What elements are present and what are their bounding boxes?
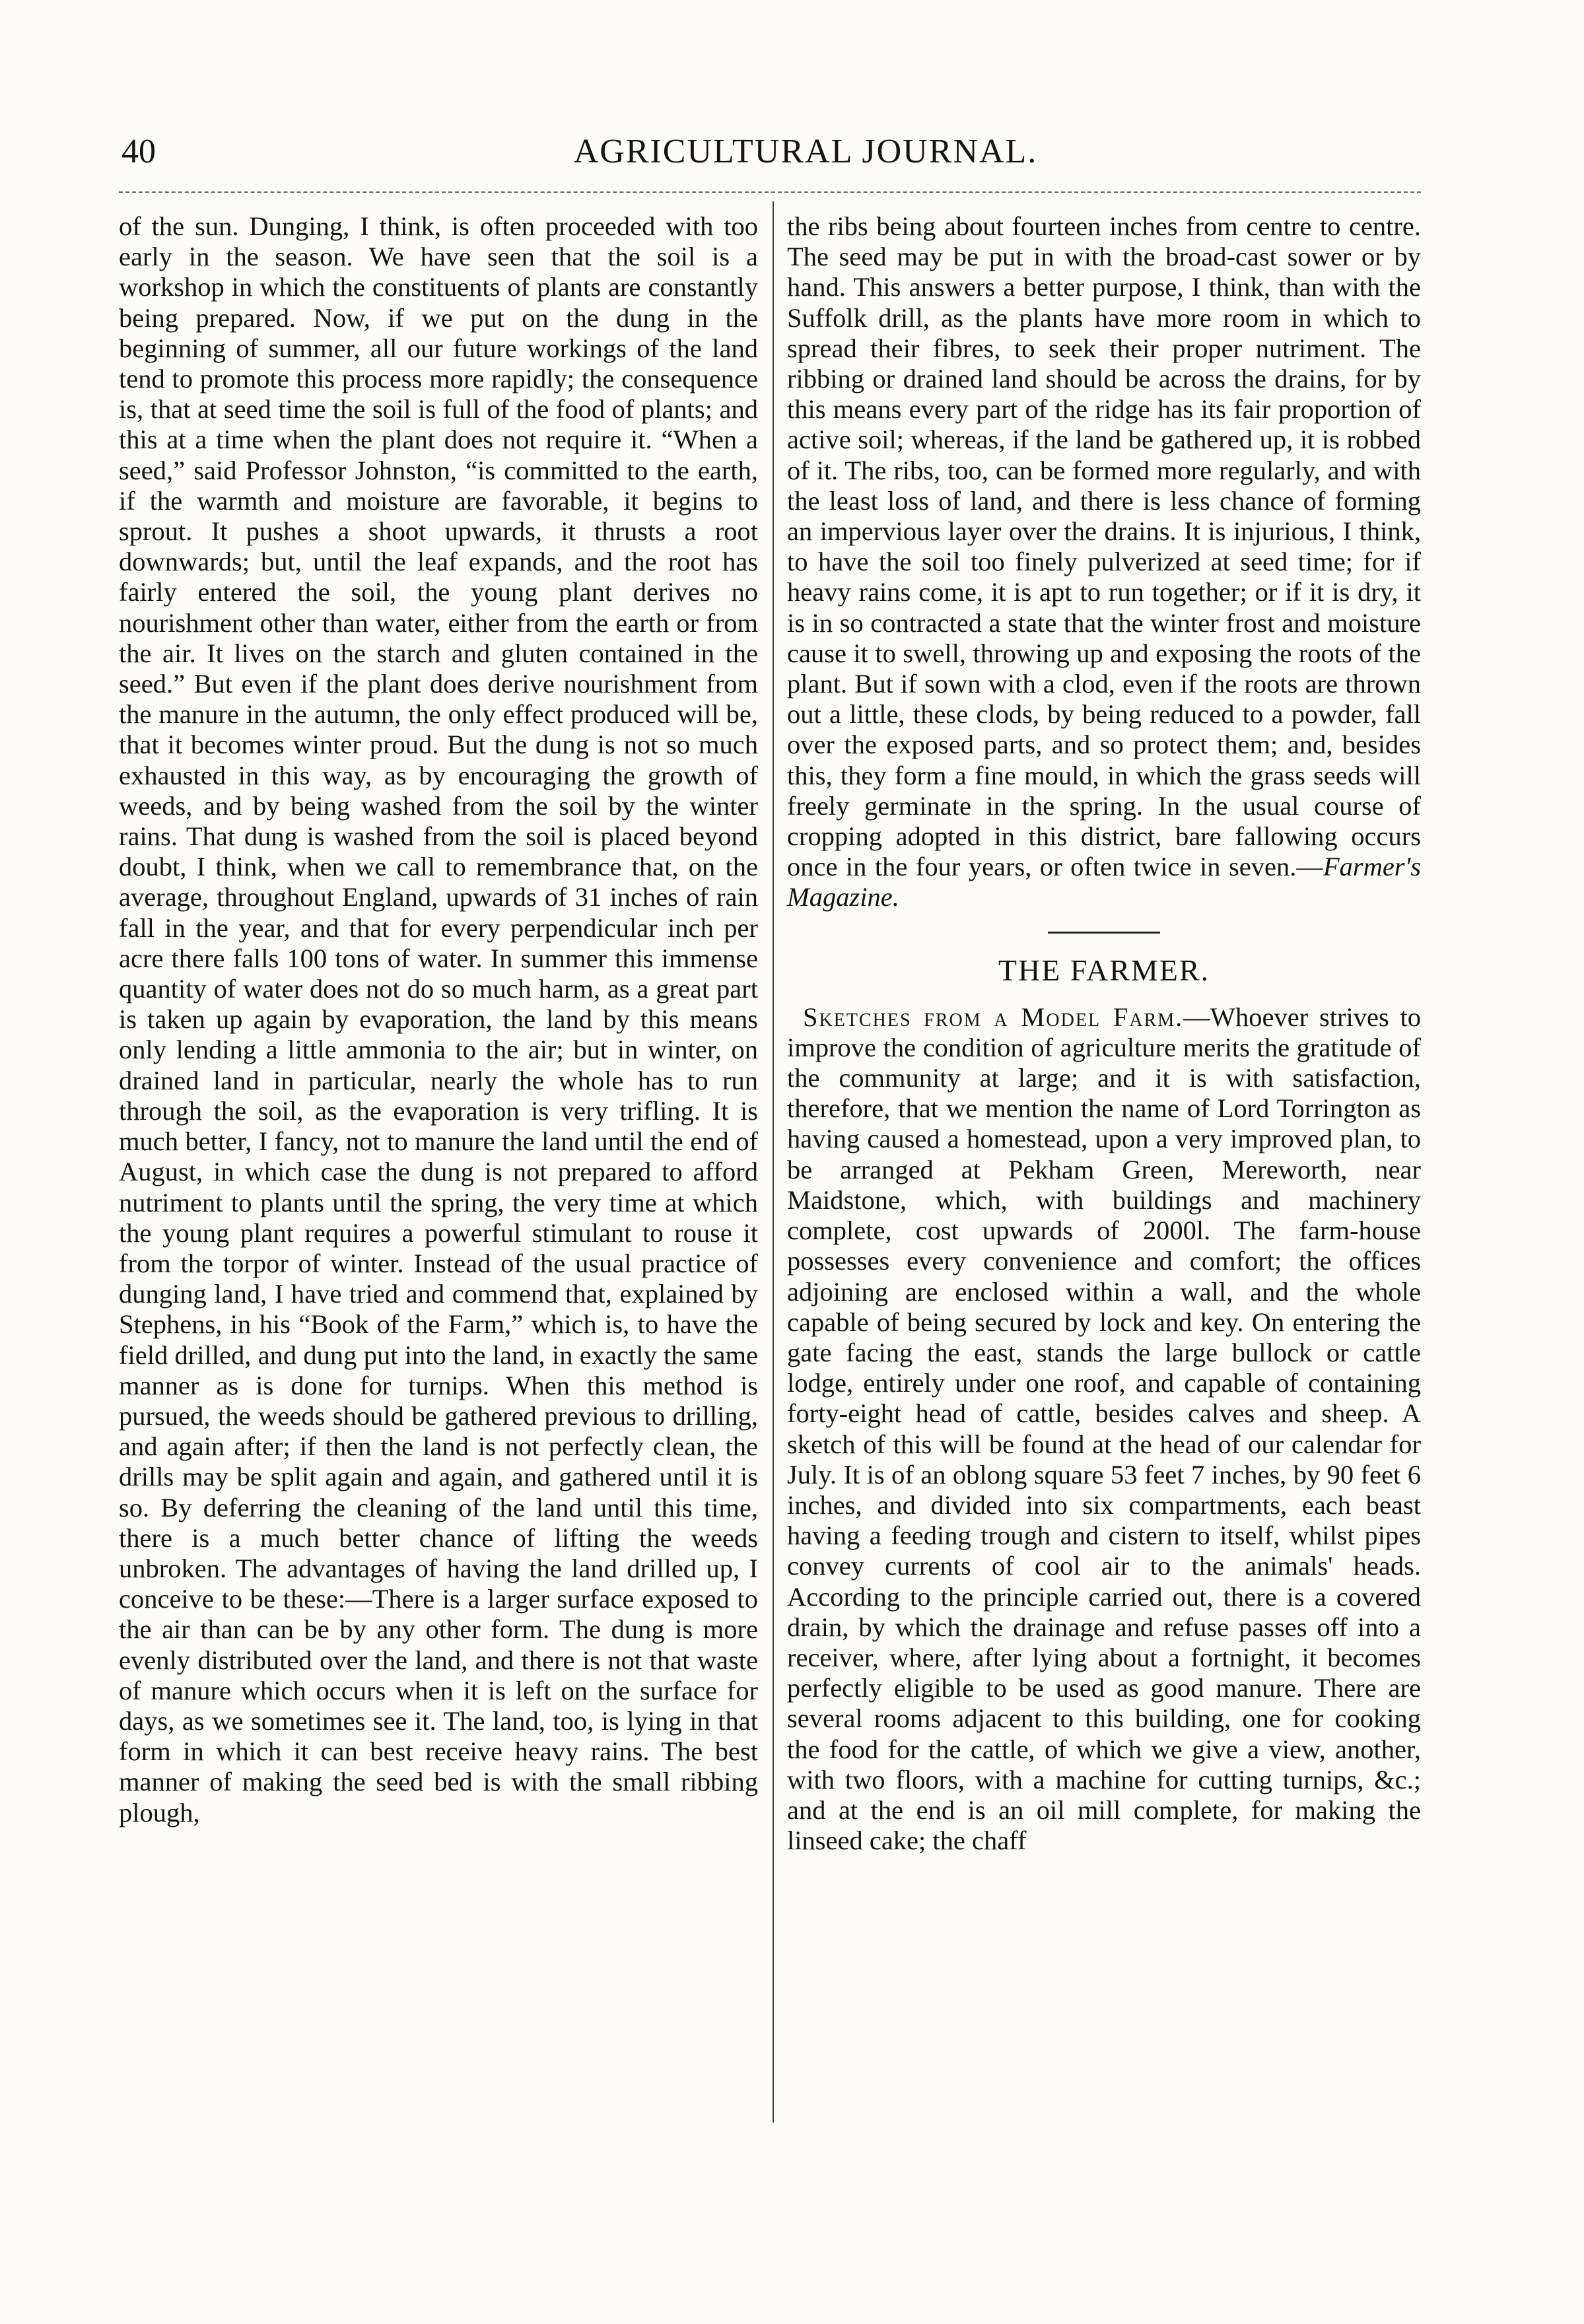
left-column xyxy=(119,211,758,1828)
column-divider xyxy=(773,201,774,2123)
right-column xyxy=(787,211,1421,1856)
left-column-text: of the sun. Dunging, I think, is often proceeded with too early in the season. We have seen that the soil is a workshop in which the constituents of plants are constantly being prepared. Now, if we put on the dung in the beginning of summer, all our future workings of the land tend to promote this process more rapidly; the consequence is, that at seed time the soil is full of the food of plants; and this at a time when the plant does not require it. “When a seed,” said Professor Johnston, “is committed to the earth, if the warmth and moisture are favorable, it begins to sprout. It pushes a shoot upwards, it thrusts a root downwards; but, until the leaf expands, and the root has fairly entered the soil, the young plant derives no nourishment other than water, either from the earth or from the air. It lives on the starch and gluten contained in the seed.” But even if the plant does derive nourishment from the manure in the autumn, the only effect produced will be, that it becomes winter proud. But the dung is not so much exhausted in this way, as by encouraging the growth of weeds, and by being washed from the soil by the winter rains. That dung is washed from the soil is placed beyond doubt, I think, when we call to remembrance that, on the average, throughout England, upwards of 31 inches of rain fall in the year, and that for every perpendicular inch per acre there falls 100 tons of water. In summer this immense quantity of water does not do so much harm, as a great part is taken up again by evaporation, the land by this means only lending a little ammonia to the air; but in winter, on drained land in particular, nearly the whole has to run through the soil, as the evaporation is very trifling. It is much better, I fancy, not to manure the land until the end of August, in which case the dung is not prepared to afford nutriment to plants until the spring, the very time at which the young plant requires a powerful stimulant to rouse it from the torpor of winter. Instead of the usual practice of dunging land, I have tried and commend that, explained by Stephens, in his “Book of the Farm,” which is, to have the field drilled, and dung put into the land, in exactly the same manner as is done for turnips. When this method is pursued, the weeds should be gathered previous to drilling, and again after; if then the land is not perfectly clean, the drills may be split again and again, and gathered until it is so. By deferring the cleaning of the land until this time, there is a much better chance of lifting the weeds unbroken. The advantages of having the land drilled up, I conceive to be these:—There is a larger surface exposed to the air than can be by any other form. The dung is more evenly distributed over the land, and there is not that waste of manure which occurs when it is left on the surface for days, as we sometimes see it. The land, too, is lying in that form in which it can best receive heavy rains. The best manner of making the seed bed is with the small ribbing plough, xyxy=(119,211,758,1828)
continued-article-body: the ribs being about fourteen inches from centre to centre. The seed may be put in with the broad-cast sower or by hand. This answers a better purpose, I think, than with the Suffolk drill, as the plants have more room in which to spread their fibres, to seek their proper nutriment. The ribbing or drained land should be across the drains, for by this means every part of the ridge has its fair proportion of active soil; whereas, if the land be gathered up, it is robbed of it. The ribs, too, can be formed more regularly, and with the least loss of land, and there is less chance of forming an impervious layer over the drains. It is injurious, I think, to have the soil too finely pulverized at seed time; for if heavy rains come, it is apt to run together; or if it is dry, it is in so contracted a state that the winter frost and moisture cause it to swell, throwing up and exposing the roots of the plant. But if sown with a clod, even if the roots are thrown out a little, these clods, by being reduced to a powder, fall over the exposed parts, and so protect them; and, besides this, they form a fine mould, in which the grass seeds will freely germinate in the spring. In the usual course of cropping adopted in this district, bare fallowing occurs once in the four years, or often twice in seven.— xyxy=(787,211,1421,882)
article-paragraph xyxy=(787,1002,1421,1857)
running-head: AGRICULTURAL JOURNAL. xyxy=(573,133,1038,170)
continued-article-text xyxy=(787,211,1421,913)
page-number: 40 xyxy=(121,133,156,170)
article-lead: Sketches from a Model Farm. xyxy=(803,1002,1184,1032)
header-rule xyxy=(119,191,1421,193)
article-divider xyxy=(1048,932,1160,934)
source-citation: Farmer's Magazine. xyxy=(787,852,1421,912)
article-body: —Whoever strives to improve the condition of agriculture merits the gratitude of the community at large; and it is with satisfaction, therefore, that we mention the name of Lord Torrington as having caused a homestead, upon a very improved plan, to be arranged at Pekham Green, Mereworth, near Maidstone, which, with buildings and machinery complete, cost upwards of 2000l. The farm-house possesses every convenience and comfort; the offices adjoining are enclosed within a wall, and the whole capable of being secured by lock and key. On entering the gate facing the east, stands the large bullock or cattle lodge, entirely under one roof, and capable of containing forty-eight head of cattle, besides calves and sheep. A sketch of this will be found at the head of our calendar for July. It is of an oblong square 53 feet 7 inches, by 90 feet 6 inches, and divided into six compartments, each beast having a feeding trough and cistern to itself, whilst pipes convey currents of cool air to the animals' heads. According to the principle carried out, there is a covered drain, by which the drainage and refuse passes off into a receiver, where, after lying about a fortnight, it becomes perfectly eligible to be used as good manure. There are several rooms adjacent to this building, one for cooking the food for the cattle, of which we give a view, another, with two floors, with a machine for cutting turnips, &c.; and at the end is an oil mill complete, for making the linseed cake; the chaff xyxy=(787,1002,1421,1856)
section-title: THE FARMER. xyxy=(998,953,1210,987)
